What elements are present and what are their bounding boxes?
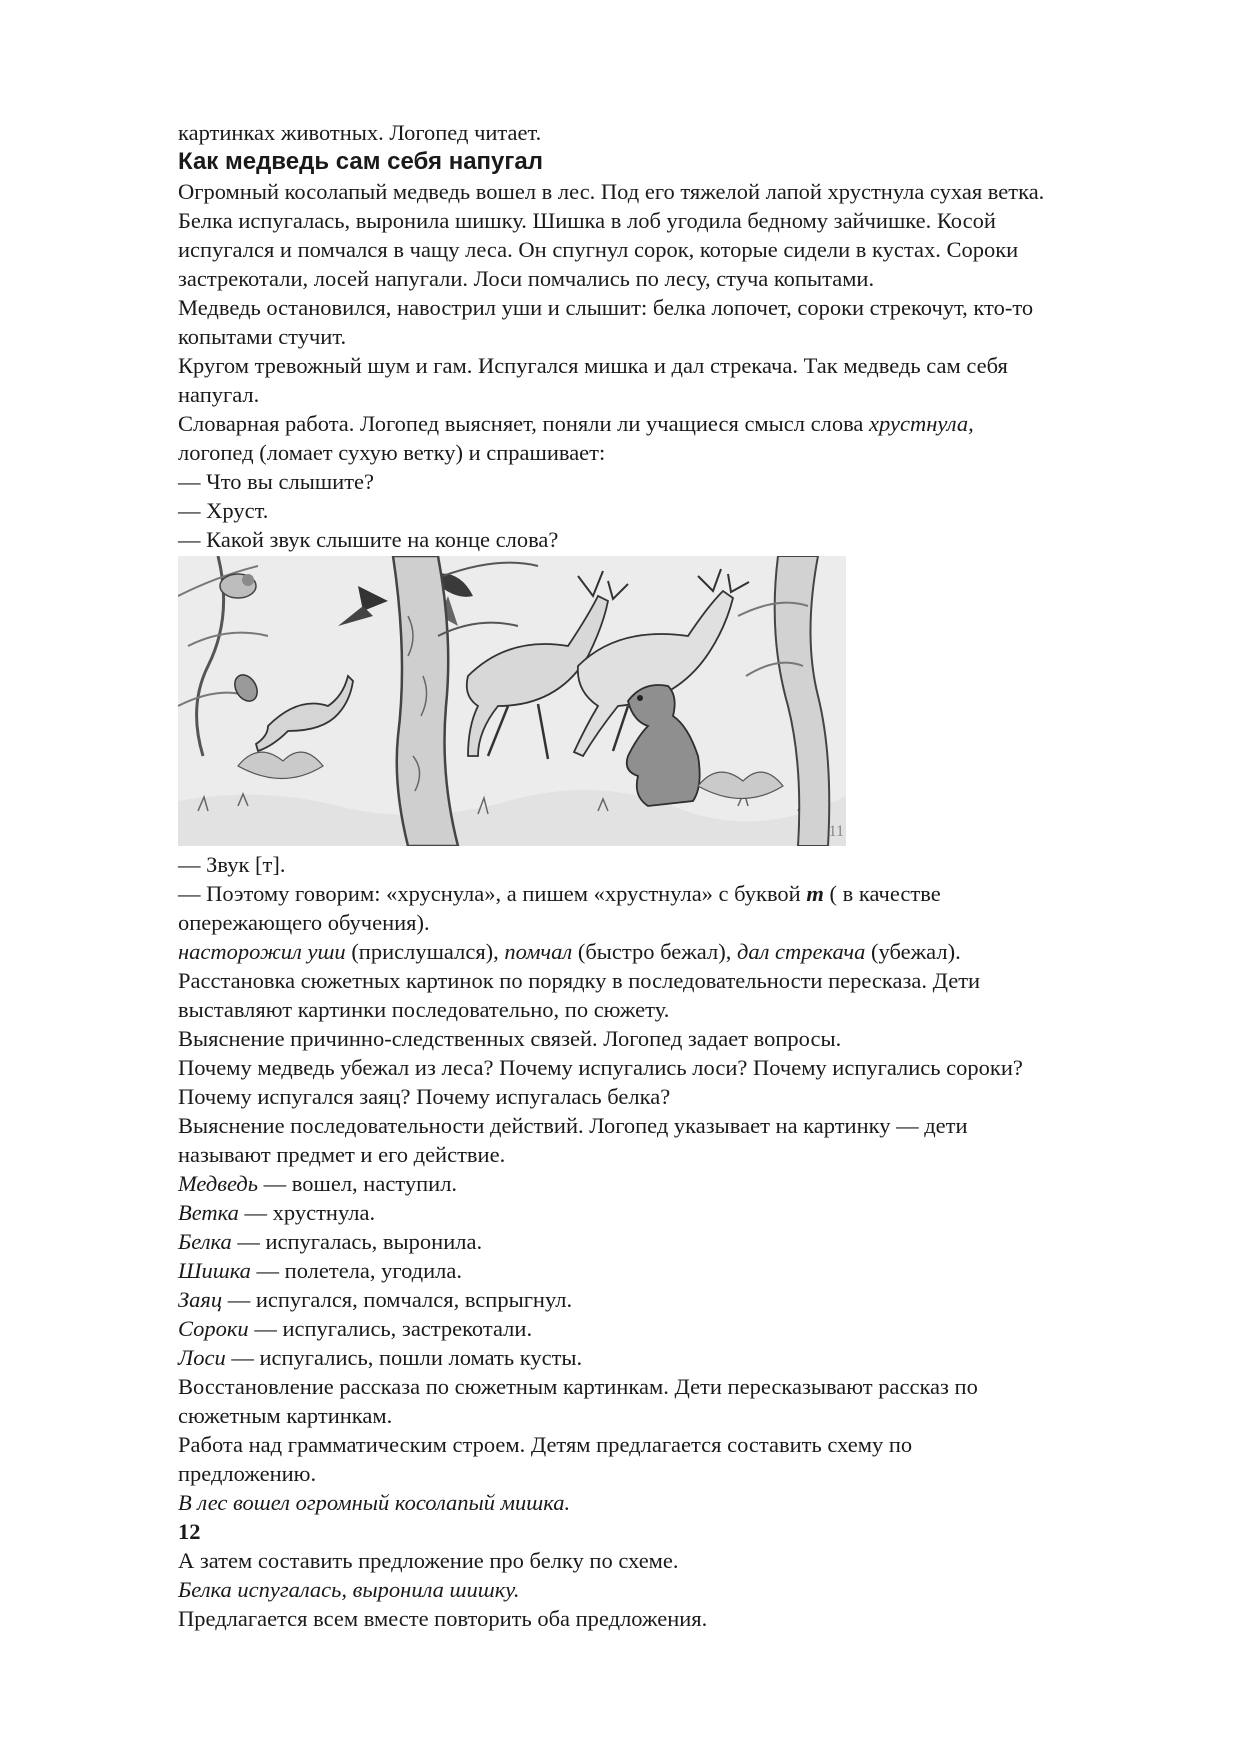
action-verbs: — испугались, застрекотали. — [248, 1316, 533, 1341]
action-noun: Медведь — [178, 1171, 259, 1196]
action-item — [178, 1227, 1158, 1256]
vocab-def: (прислушался), — [345, 939, 505, 964]
action-verbs: — испугался, помчался, вспрыгнул. — [222, 1287, 573, 1312]
text-line: Почему испугался заяц? Почему испугалась белка? — [178, 1084, 671, 1109]
vocab-term: дал стрекача — [736, 939, 866, 964]
text-line: картинках животных. Логопед читает. — [178, 120, 542, 145]
action-verbs: — испугалась, выронила. — [231, 1229, 483, 1254]
action-noun: Сороки — [178, 1316, 249, 1341]
example-sentence: В лес вошел огромный косолапый мишка. — [178, 1490, 571, 1515]
vocab-term: насторожил уши — [178, 939, 346, 964]
action-noun: Белка — [178, 1229, 232, 1254]
text-line: Выяснение причинно-следственных связей. Логопед задает вопросы. — [178, 1026, 842, 1051]
story-line: Белка испугалась, выронила шишку. Шишка в лоб угодила бедному зайчишке. Косой — [178, 208, 996, 233]
vocab-def: (быстро бежал), — [572, 939, 737, 964]
text-line: Выяснение последовательности действий. Логопед указывает на картинку — дети — [178, 1113, 968, 1138]
dialogue-text-rest: ( в качестве — [823, 881, 941, 906]
document-page — [178, 118, 1158, 1633]
dialogue-line: — Хруст. — [178, 498, 269, 523]
text-line: Почему медведь убежал из леса? Почему испугались лоси? Почему испугались сороки? — [178, 1055, 1023, 1080]
vocab-term: помчал — [504, 939, 573, 964]
page-number: 12 — [178, 1519, 201, 1544]
dialogue-line: — Звук [т]. — [178, 852, 286, 877]
action-item — [178, 1343, 1158, 1372]
action-noun: Шишка — [178, 1258, 251, 1283]
dialogue-line: — Какой звук слышите на конце слова? — [178, 527, 559, 552]
dialogue-line: — Что вы слышите? — [178, 469, 375, 494]
action-item — [178, 1285, 1158, 1314]
action-verbs: — хрустнула. — [238, 1200, 376, 1225]
action-item — [178, 1198, 1158, 1227]
vocab-line — [178, 409, 1158, 438]
action-noun: Лоси — [178, 1345, 226, 1370]
text-line: сюжетным картинкам. — [178, 1403, 393, 1428]
story-line: испугался и помчался в чащу леса. Он спугнул сорок, которые сидели в кустах. Сороки — [178, 237, 1019, 262]
text-line: Предлагается всем вместе повторить оба предложения. — [178, 1606, 708, 1631]
text-line: А затем составить предложение про белку по схеме. — [178, 1548, 679, 1573]
story-line: Медведь остановился, навострил уши и слышит: белка лопочет, сороки стрекочут, кто-то — [178, 295, 1034, 320]
story-line: Огромный косолапый медведь вошел в лес. Под его тяжелой лапой хрустнула сухая ветка. — [178, 179, 1045, 204]
text-line: Работа над грамматическим строем. Детям предлагается составить схему по — [178, 1432, 913, 1457]
action-verbs: — вошел, наступил. — [258, 1171, 458, 1196]
action-noun: Заяц — [178, 1287, 223, 1312]
story-line: застрекотали, лосей напугали. Лоси помчались по лесу, стуча копытами. — [178, 266, 875, 291]
action-verbs: — испугались, пошли ломать кусты. — [225, 1345, 583, 1370]
story-title: Как медведь сам себя напугал — [178, 148, 543, 175]
dialogue-line — [178, 879, 1158, 908]
forest-scene-drawing — [178, 556, 846, 846]
dialogue-text: — Поэтому говорим: «хруснула», а пишем «хрустнула» с буквой — [178, 881, 807, 906]
forest-illustration — [178, 556, 846, 846]
story-line: Кругом тревожный шум и гам. Испугался мишка и дал стрекача. Так медведь сам себя — [178, 353, 1008, 378]
vocab-word: хрустнула, — [869, 411, 974, 436]
action-noun: Ветка — [178, 1200, 239, 1225]
action-item — [178, 1256, 1158, 1285]
figure-mark: 11 — [828, 823, 844, 840]
story-line: копытами стучит. — [178, 324, 347, 349]
letter-t: т — [806, 881, 824, 906]
vocab-def: (убежал). — [865, 939, 961, 964]
vocab-definitions — [178, 937, 1158, 966]
text-line: опережающего обучения). — [178, 910, 430, 935]
action-item — [178, 1169, 1158, 1198]
text-line: предложению. — [178, 1461, 317, 1486]
story-line: напугал. — [178, 382, 260, 407]
vocab-text: Словарная работа. Логопед выясняет, поняли ли учащиеся смысл слова — [178, 411, 870, 436]
action-item — [178, 1314, 1158, 1343]
text-line: называют предмет и его действие. — [178, 1142, 506, 1167]
action-verbs: — полетела, угодила. — [250, 1258, 463, 1283]
text-line: выставляют картинки последовательно, по сюжету. — [178, 997, 670, 1022]
text-line: Расстановка сюжетных картинок по порядку в последовательности пересказа. Дети — [178, 968, 981, 993]
example-sentence: Белка испугалась, выронила шишку. — [178, 1577, 520, 1602]
text-line: Восстановление рассказа по сюжетным картинкам. Дети пересказывают рассказ по — [178, 1374, 978, 1399]
text-line: логопед (ломает сухую ветку) и спрашивает: — [178, 440, 606, 465]
